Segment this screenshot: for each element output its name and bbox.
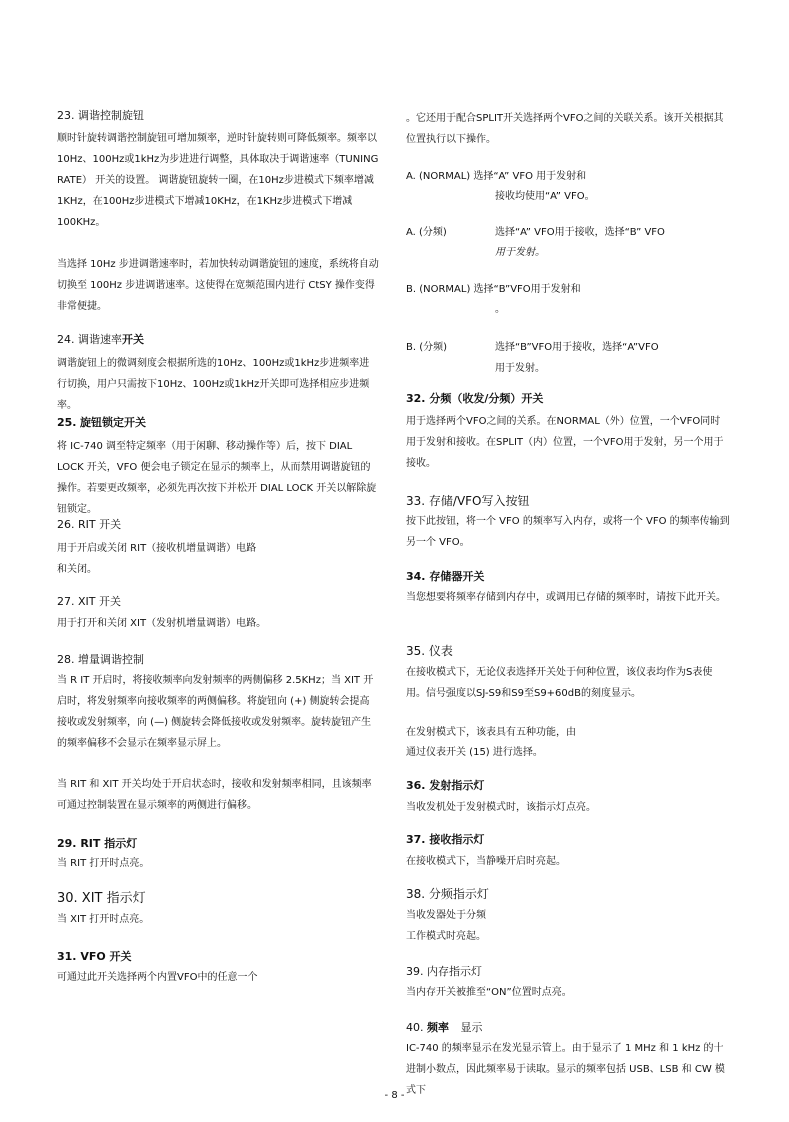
section-32-heading: 32. 分频（收发/分频）开关: [406, 392, 544, 405]
section-34-paragraph: 当您想要将频率存储到内存中，或调用已存储的频率时，请按下此开关。: [406, 592, 726, 603]
section-24-heading: [57, 332, 144, 348]
section-24-bold: 开关: [122, 333, 144, 346]
section-23-paragraph-1: 顺时针旋转调谐控制旋钮可增加频率，逆时针旋转则可降低频率。频率以 10Hz、100Hz或1kHz为步进进行调整，具体取决于调谐速率（TUNING RATE） 开关的设置。 调谐旋钮旋转一圈，在10Hz步进模式下频率增减1KHz，在100Hz步进模式下增减10KHz，在1KHz步进模式下增减100KHz。: [57, 133, 379, 228]
section-35-paragraph-1: 在接收模式下，无论仪表选择开关处于何种位置，该仪表均作为S表使用。信号强度以SJ-S9和S9至S9+60dB的刻度显示。: [406, 667, 713, 699]
section-38-line-1: 当收发器处于分频: [406, 910, 486, 921]
section-40-title: 频率: [427, 1021, 449, 1034]
section-34-heading: 34. 存储器开关: [406, 570, 485, 583]
section-40-heading: [406, 1020, 483, 1036]
section-33-paragraph: 按下此按钮，将一个 VFO 的频率写入内存，或将一个 VFO 的频率传输到另一个 VFO。: [406, 516, 730, 548]
section-24-paragraph: 调谐旋钮上的微调刻度会根据所选的10Hz、100Hz或1kHz步进频率进行切换，用户只需按下10Hz、100Hz或1kHz开关即可选择相应步进频率。: [57, 358, 370, 411]
section-29-heading: 29. RIT 指示灯: [57, 837, 138, 850]
section-30-paragraph: 当 XIT 打开时点亮。: [57, 914, 150, 925]
section-32-paragraph: 用于选择两个VFO之间的关系。在NORMAL（外）位置，一个VFO同时用于发射和接收。在SPLIT（内）位置，一个VFO用于发射，另一个用于接收。: [406, 416, 724, 469]
section-39-heading: 39. 内存指示灯: [406, 965, 482, 978]
section-27-heading: 27. XIT 开关: [57, 595, 121, 608]
op-b-split-desc-1: 选择“B”VFO用于接收，选择“A”VFO: [495, 342, 659, 353]
section-37-heading: 37. 接收指示灯: [406, 833, 485, 846]
vfo-continued-paragraph: 。它还用于配合SPLIT开关选择两个VFO之间的关联关系。该开关根据其位置执行以下操作。: [406, 113, 724, 145]
section-40-number: 40.: [406, 1021, 424, 1034]
section-29-paragraph: 当 RIT 打开时点亮。: [57, 858, 150, 869]
section-40-paragraph: IC-740 的频率显示在发光显示管上。由于显示了 1 MHz 和 1 kHz 的十进制小数点，因此频率易于读取。显示的频率包括 USB、LSB 和 CW 模式下: [406, 1043, 725, 1096]
op-a-normal-label: A. (NORMAL) 选择“A” VFO 用于发射和: [406, 171, 587, 182]
section-25-number: 25.: [57, 416, 77, 429]
section-35-heading: 35. 仪表: [406, 644, 453, 658]
op-b-split-label: B. (分频): [406, 342, 448, 353]
section-25-heading: [57, 415, 146, 431]
section-26-line-1: 用于开启或关闭 RIT（接收机增量调谐）电路: [57, 543, 257, 554]
page-number: - 8 -: [384, 1090, 405, 1101]
section-36-heading: 36. 发射指示灯: [406, 779, 485, 792]
section-28-paragraph-2: 当 RIT 和 XIT 开关均处于开启状态时，接收和发射频率相同，且该频率可通过控制装置在显示频率的两侧进行偏移。: [57, 779, 372, 811]
op-a-split-desc-2: 用于发射。: [495, 247, 545, 258]
section-39-paragraph: 当内存开关被推至“ON”位置时点亮。: [406, 987, 572, 998]
section-33-heading: 33. 存储/VFO写入按钮: [406, 494, 530, 508]
op-b-normal-desc: 。: [495, 304, 505, 315]
section-35-paragraph-2a: 在发射模式下，该表具有五种功能，由: [406, 727, 576, 738]
op-a-split-desc-1: 选择“A” VFO用于接收，选择“B” VFO: [495, 227, 665, 238]
section-37-paragraph: 在接收模式下，当静噪开启时亮起。: [406, 856, 566, 867]
section-26-line-2: 和关闭。: [57, 564, 97, 575]
section-26-heading: 26. RIT 开关: [57, 518, 122, 531]
section-35-paragraph-2b: 通过仪表开关 (15) 进行选择。: [406, 747, 543, 758]
section-23-paragraph-2: 当选择 10Hz 步进调谐速率时，若加快转动调谐旋钮的速度，系统将自动切换至 100Hz 步进调谐速率。这使得在宽频范围内进行 CtSY 操作变得非常便捷。: [57, 259, 379, 312]
op-a-split-label: A. (分频): [406, 227, 447, 238]
section-25-title: 旋钮锁定开关: [80, 416, 146, 429]
section-30-heading: 30. XIT 指示灯: [57, 891, 146, 906]
section-31-paragraph: 可通过此开关选择两个内置VFO中的任意一个: [57, 972, 258, 983]
section-27-paragraph: 用于打开和关闭 XIT（发射机增量调谐）电路。: [57, 618, 267, 629]
op-a-normal-desc: 接收均使用“A” VFO。: [495, 191, 595, 202]
section-25-paragraph: 将 IC-740 调至特定频率（用于闲聊、移动操作等）后，按下 DIAL LOCK 开关，VFO 便会电子锁定在显示的频率上，从而禁用调谐旋钮的操作。若要更改频率，必须先再次按下并松开 DIAL LOCK 开关以解除旋钮锁定。: [57, 441, 377, 515]
op-b-normal-label: B. (NORMAL) 选择“B”VFO用于发射和: [406, 284, 581, 295]
section-28-paragraph-1: 当 R IT 开启时，将接收频率向发射频率的两侧偏移 2.5KHz；当 XIT 开启时，将发射频率向接收频率的两侧偏移。将旋钮向 (+) 侧旋转会提高接收或发射频率，向 (—) 侧旋转会降低接收或发射频率。旋转旋钮产生的频率偏移不会显示在频率显示屏上。: [57, 675, 374, 749]
op-b-split-desc-2: 用于发射。: [495, 363, 545, 374]
section-36-paragraph: 当收发机处于发射模式时，该指示灯点亮。: [406, 802, 596, 813]
section-40-title-2: 显示: [460, 1021, 483, 1034]
section-23-heading: 23. 调谐控制旋钮: [57, 109, 144, 122]
section-31-heading: 31. VFO 开关: [57, 950, 132, 963]
section-24-number: 24. 调谐速率: [57, 333, 122, 346]
section-38-heading: 38. 分频指示灯: [406, 887, 489, 901]
section-38-line-2: 工作模式时亮起。: [406, 931, 486, 942]
section-28-heading: 28. 增量调谐控制: [57, 653, 144, 666]
